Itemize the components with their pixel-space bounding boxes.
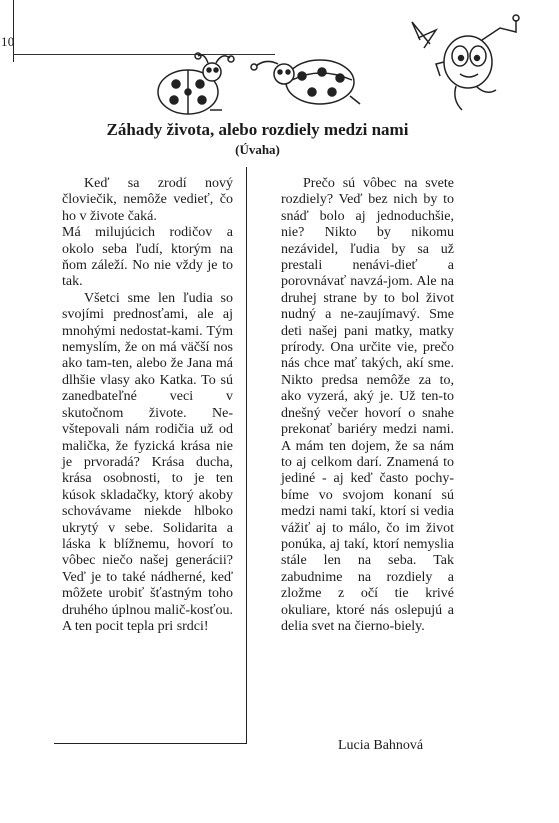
article-column-left	[62, 176, 233, 635]
column-box-border	[246, 167, 247, 743]
page-number: 10	[1, 34, 15, 49]
bee-icon	[412, 15, 519, 110]
paragraph: Prečo sú vôbec na svete rozdiely? Veď bez nich by to snáď bolo aj jednoduchšie, nie? Nikto by nikomu nezávidel, ľudia by sa už prestali nenávi-dieť a porovnávať navzá-jom. Ale na druhej strane by to bol život nudný a ne-zaujímavý. Sme deti našej pani matky, matky prírody. Ona určite vie, prečo nás chce mať takých, akí sme. Nikto predsa nemôže za to, ako vyzerá, aký je. Už ten-to dnešný večer hovorí o snahe prekonať bariéry medzi nami. A mám ten dojem, že sa nám to aj celkom darí. Znamená to jediné - aj keď často pochy-bíme vo svojom konaní sú medzi nami takí, ktorí si vedia vážiť aj to málo, čo im život ponúka, aj takí, ktorí nemyslia stále len na seba. Tak zabudnime na rozdiely a zložme z očí tie krivé okuliare, ktoré nás oslepujú a delia svet na čierno-biely.	[281, 176, 454, 634]
ladybug-icon	[158, 53, 234, 114]
paragraph: Všetci sme len ľudia so svojími prednosťami, ale aj mnohými nedostat-kami. Tým nemyslím, že on má väčší nos ako tam-ten, alebo že Jana má dlhšie vlasy ako Katka. To sú zanedbateľné veci v skutočnom živote. Ne-vštepovali nám rodičia už od malička, že fyzická krása nie je prvoradá? Krása ducha, krása osobnosti, to je ten kúsok skladačky, ktorý akoby schovávame niekde hlboko ukrytý v sebe. Solidarita a láska k blížnemu, hovorí to vôbec niečo našej generácii? Veď je to také nádherné, keď môžete urobiť šťastným toho druhého úplnou malič-kosťou. A ten pocit tepla pri srdci!	[62, 290, 233, 634]
column-box-bottom-border	[54, 743, 247, 744]
paragraph: Keď sa zrodí nový človiečik, nemôže vedieť, čo ho v živote čaká.	[62, 176, 233, 224]
ladybug-icon	[251, 60, 360, 104]
article-title: Záhady života, alebo rozdiely medzi nami	[106, 120, 409, 139]
paragraph: Má milujúcich rodičov a okolo seba ľudí, ktorým na ňom záleží. No nie vždy je to tak.	[62, 225, 233, 290]
author-signature: Lucia Bahnová	[338, 738, 424, 753]
article-column-right	[281, 176, 454, 635]
header-illustration	[0, 0, 559, 120]
article-subtitle: (Úvaha)	[235, 142, 280, 157]
